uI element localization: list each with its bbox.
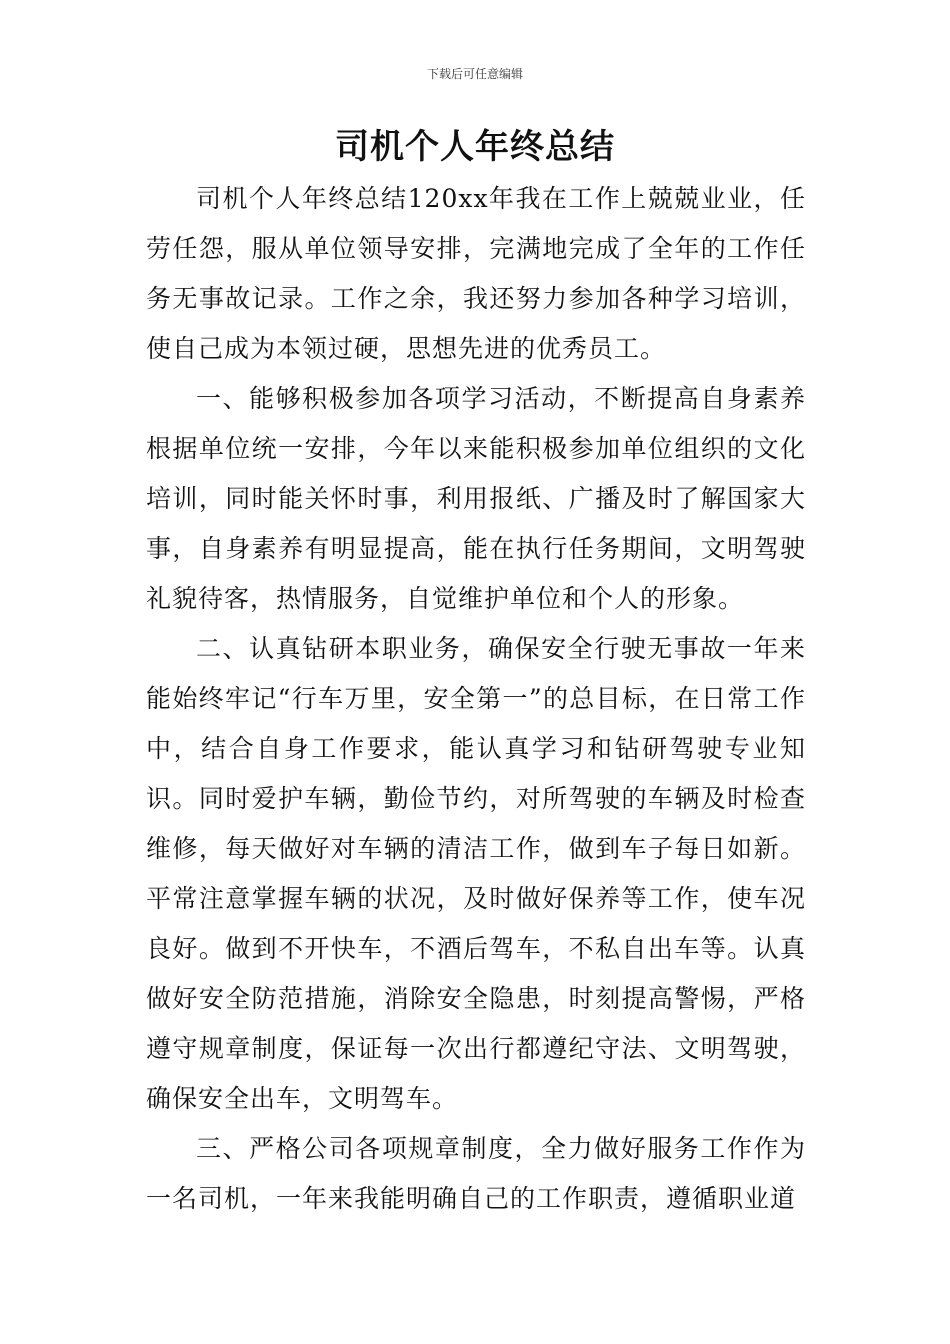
header-note: 下载后可任意编辑 bbox=[426, 67, 523, 81]
document-body bbox=[146, 174, 806, 1224]
paragraph-section-2: 二、认真钻研本职业务，确保安全行驶无事故一年来能始终牢记“行车万里，安全第一”的总目标，在日常工作中，结合自身工作要求，能认真学习和钻研驾驶专业知识。同时爱护车辆，勤俭节约，对所驾驶的车辆及时检查维修，每天做好对车辆的清洁工作，做到车子每日如新。平常注意掌握车辆的状况，及时做好保养等工作，使车况良好。做到不开快车，不酒后驾车，不私自出车等。认真做好安全防范措施，消除安全隐患，时刻提高警惕，严格遵守规章制度，保证每一次出行都遵纪守法、文明驾驶，确保安全出车，文明驾车。 bbox=[146, 634, 806, 1113]
paragraph-section-1: 一、能够积极参加各项学习活动，不断提高自身素养根据单位统一安排，今年以来能积极参加单位组织的文化培训，同时能关怀时事，利用报纸、广播及时了解国家大事，自身素养有明显提高，能在执行任务期间，文明驾驶礼貌待客，热情服务，自觉维护单位和个人的形象。 bbox=[146, 384, 806, 613]
paragraph-section-3: 三、严格公司各项规章制度，全力做好服务工作作为一名司机，一年来我能明确自己的工作职责，遵循职业道 bbox=[146, 1134, 806, 1213]
document-title: 司机个人年终总结 bbox=[335, 127, 615, 167]
paragraph-intro: 司机个人年终总结120xx年我在工作上兢兢业业，任劳任怨，服从单位领导安排，完满地完成了全年的工作任务无事故记录。工作之余，我还努力参加各种学习培训，使自己成为本领过硬，思想先进的优秀员工。 bbox=[146, 184, 806, 363]
